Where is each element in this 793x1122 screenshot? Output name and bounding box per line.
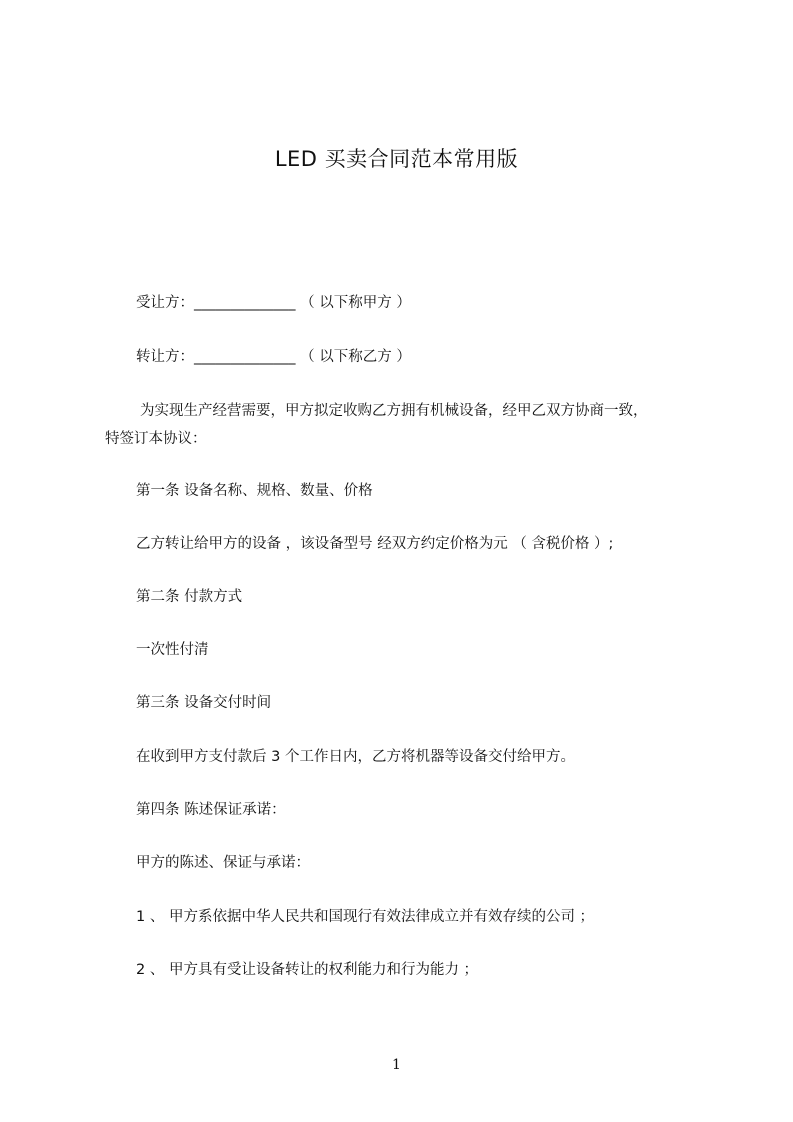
transferor-line: 转让方：______________ （ 以下称乙方 ） [136, 349, 411, 365]
article-3-heading: 第三条 设备交付时间 [136, 695, 272, 711]
article-2-text: 一次性付清 [136, 642, 209, 658]
article-4-heading: 第四条 陈述保证承诺： [136, 802, 286, 818]
article-1-heading: 第一条 设备名称、规格、数量、价格 [136, 483, 373, 499]
page-number: 1 [392, 1057, 401, 1073]
article-4-subheading: 甲方的陈述、保证与承诺： [136, 855, 310, 871]
article-1-text: 乙方转让给甲方的设备 ，该设备型号 经双方约定价格为元 （ 含税价格 ）; [136, 536, 614, 552]
transferee-line: 受让方：______________ （ 以下称甲方 ） [136, 295, 411, 311]
article-2-heading: 第二条 付款方式 [136, 589, 243, 605]
document-title: LED 买卖合同范本常用版 [274, 147, 519, 171]
article-3-text: 在收到甲方支付款后 3 个工作日内，乙方将机器等设备交付给甲方。 [136, 749, 575, 765]
article-4-item-2: 2 、 甲方具有受让设备转让的权利能力和行为能力 ； [136, 962, 479, 978]
preamble-line-1: 为实现生产经营需要，甲方拟定收购乙方拥有机械设备，经甲乙双方协商一致， [140, 403, 648, 419]
article-4-item-1: 1 、 甲方系依据中华人民共和国现行有效法律成立并有效存续的公司 ； [136, 909, 595, 925]
preamble-line-2: 特签订本协议： [105, 431, 207, 447]
